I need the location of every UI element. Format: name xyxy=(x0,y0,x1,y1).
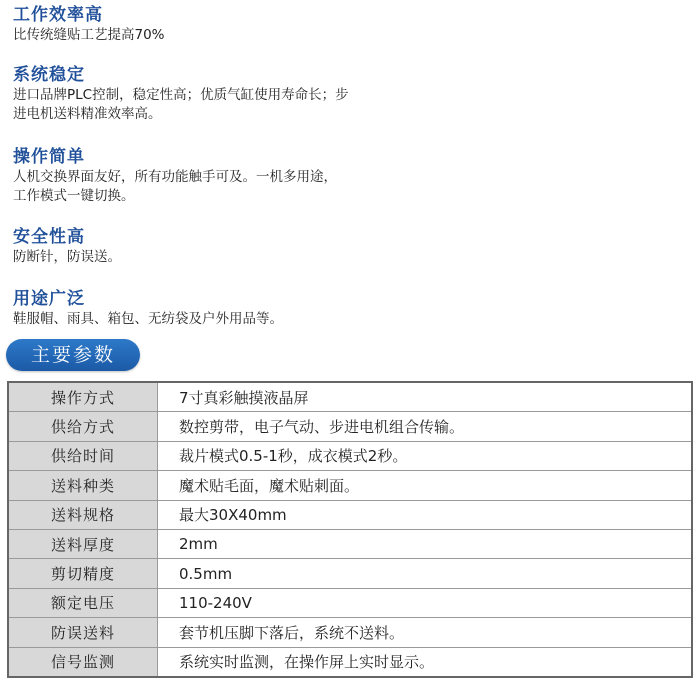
feature-simple-operation xyxy=(13,146,337,206)
param-key: 操作方式 xyxy=(8,382,158,412)
param-value: 2mm xyxy=(158,529,693,558)
params-table xyxy=(7,381,693,678)
table-row xyxy=(8,647,692,677)
feature-text: 工作模式一键切换。 xyxy=(13,188,135,204)
param-value: 最大30X40mm xyxy=(158,500,693,529)
feature-title: 系统稳定 xyxy=(13,65,85,85)
table-row xyxy=(8,500,692,529)
feature-text: 鞋服帽、雨具、箱包、无纺袋及户外用品等。 xyxy=(13,311,283,327)
section-title-main-params: 主要参数 xyxy=(6,339,140,371)
param-value: 0.5mm xyxy=(158,559,693,588)
param-key: 剪切精度 xyxy=(8,559,158,588)
feature-text: 进电机送料精准效率高。 xyxy=(13,106,162,122)
param-value: 魔术贴毛面，魔术贴刺面。 xyxy=(158,471,693,500)
feature-text: 比传统缝贴工艺提高70% xyxy=(13,27,165,43)
feature-title: 用途广泛 xyxy=(13,289,85,309)
feature-safety xyxy=(13,226,121,267)
param-value: 7寸真彩触摸液晶屏 xyxy=(158,382,693,412)
param-key: 额定电压 xyxy=(8,588,158,617)
table-row xyxy=(8,412,692,441)
table-row xyxy=(8,618,692,647)
param-key: 送料种类 xyxy=(8,471,158,500)
param-value: 系统实时监测，在操作屏上实时显示。 xyxy=(158,647,693,677)
param-value: 裁片模式0.5-1秒，成衣模式2秒。 xyxy=(158,441,693,470)
param-key: 信号监测 xyxy=(8,647,158,677)
table-row xyxy=(8,441,692,470)
table-row xyxy=(8,559,692,588)
feature-efficiency xyxy=(13,4,165,45)
param-key: 供给时间 xyxy=(8,441,158,470)
param-key: 送料规格 xyxy=(8,500,158,529)
feature-title: 工作效率高 xyxy=(13,5,103,25)
table-row xyxy=(8,588,692,617)
table-row xyxy=(8,471,692,500)
param-value: 数控剪带，电子气动、步进电机组合传输。 xyxy=(158,412,693,441)
feature-stability xyxy=(13,64,349,124)
feature-text: 进口品牌PLC控制，稳定性高；优质气缸使用寿命长；步 xyxy=(13,87,349,103)
param-value: 110-240V xyxy=(158,588,693,617)
feature-applications xyxy=(13,288,283,329)
param-value: 套节机压脚下落后，系统不送料。 xyxy=(158,618,693,647)
table-row xyxy=(8,529,692,558)
table-row xyxy=(8,382,692,412)
param-key: 供给方式 xyxy=(8,412,158,441)
feature-text: 防断针，防误送。 xyxy=(13,249,121,265)
param-key: 送料厚度 xyxy=(8,529,158,558)
feature-title: 安全性高 xyxy=(13,227,85,247)
feature-title: 操作简单 xyxy=(13,147,85,167)
param-key: 防误送料 xyxy=(8,618,158,647)
feature-text: 人机交换界面友好，所有功能触手可及。一机多用途， xyxy=(13,169,337,185)
